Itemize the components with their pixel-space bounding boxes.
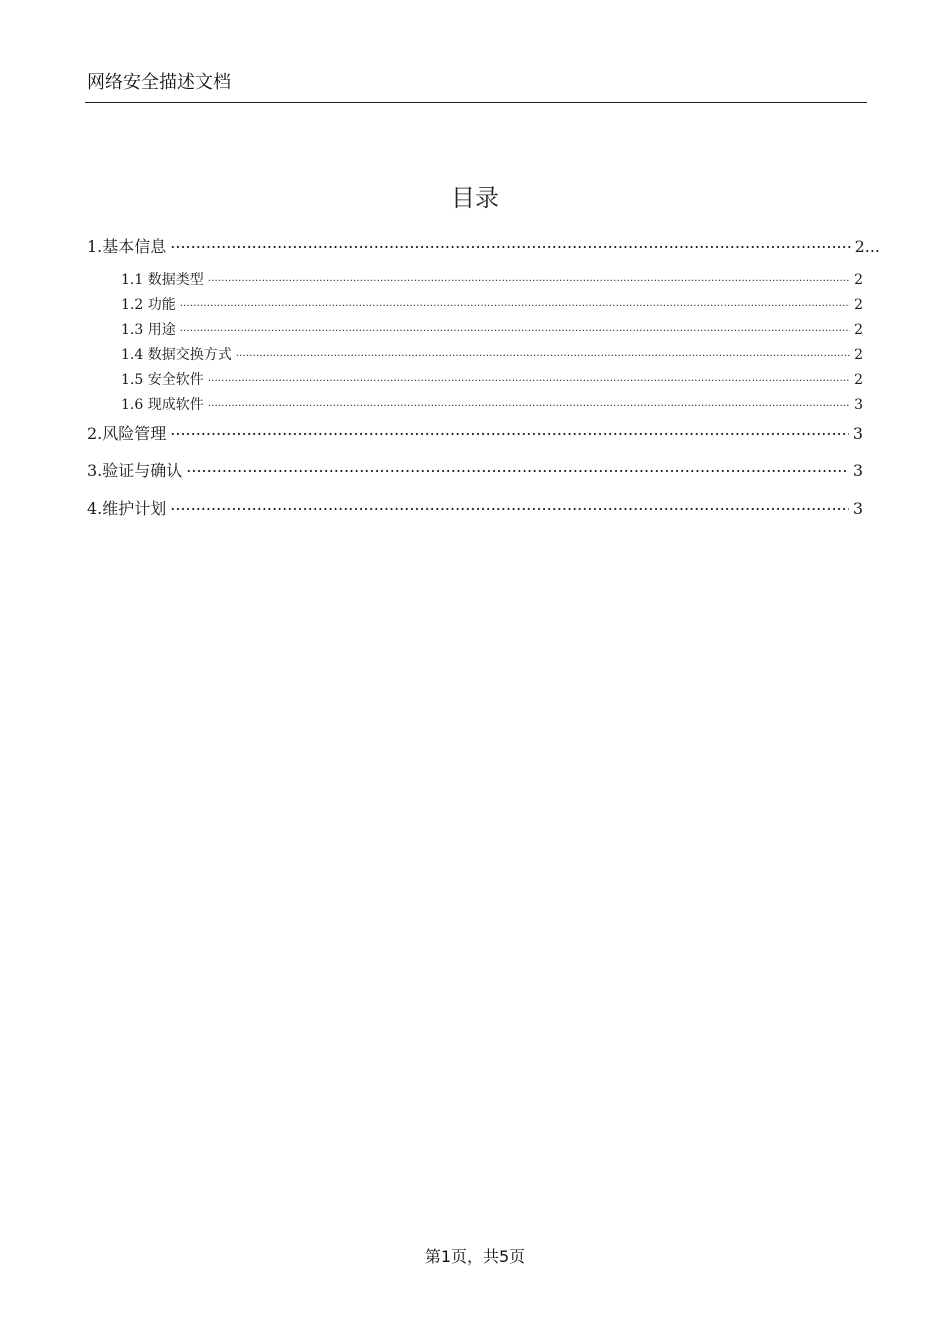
toc-entry-label: 1.1 数据类型 bbox=[121, 272, 204, 288]
toc-entry-maintenance-plan[interactable] bbox=[87, 496, 863, 519]
toc-dot-leader bbox=[186, 460, 849, 476]
table-of-contents bbox=[0, 0, 950, 600]
toc-entry-security-software[interactable] bbox=[121, 369, 863, 389]
document-title: 网络安全描述文档 bbox=[87, 72, 231, 93]
toc-dot-leader bbox=[180, 320, 850, 334]
toc-entry-basic-info[interactable] bbox=[87, 234, 880, 257]
toc-entry-label: 1.基本信息 bbox=[87, 237, 167, 256]
page-indicator: 第1页，共5页 bbox=[424, 1247, 526, 1266]
toc-entry-label: 2.风险管理 bbox=[87, 424, 167, 443]
toc-entry-label: 3.验证与确认 bbox=[87, 461, 183, 480]
toc-title: 目录 bbox=[451, 184, 499, 212]
toc-entry-page: 2 bbox=[854, 322, 863, 338]
toc-entry-page: 2 bbox=[854, 297, 863, 313]
toc-dot-leader bbox=[180, 295, 850, 309]
toc-dot-leader bbox=[170, 423, 849, 439]
toc-entry-label: 1.2 功能 bbox=[121, 297, 176, 313]
toc-entry-label: 1.3 用途 bbox=[121, 322, 176, 338]
toc-entry-ots-software[interactable] bbox=[121, 394, 863, 414]
toc-dot-leader bbox=[208, 395, 850, 409]
toc-dot-leader bbox=[236, 345, 850, 359]
toc-entry-data-types[interactable] bbox=[121, 269, 863, 289]
toc-entry-page: 3 bbox=[852, 499, 863, 518]
toc-entry-label: 4.维护计划 bbox=[87, 499, 167, 518]
toc-entry-page: 3 bbox=[852, 424, 863, 443]
toc-dot-leader bbox=[208, 370, 850, 384]
toc-entry-page: 2 bbox=[854, 272, 863, 288]
toc-entry-label: 1.5 安全软件 bbox=[121, 372, 204, 388]
toc-entry-label: 1.4 数据交换方式 bbox=[121, 347, 232, 363]
toc-entry-page: 2 bbox=[854, 372, 863, 388]
toc-entry-risk-management[interactable] bbox=[87, 421, 863, 444]
toc-dot-leader bbox=[170, 498, 849, 514]
toc-dot-leader bbox=[208, 270, 850, 284]
toc-entry-page: 3 bbox=[854, 397, 863, 413]
toc-entry-data-exchange[interactable] bbox=[121, 344, 863, 364]
toc-entry-label: 1.6 现成软件 bbox=[121, 397, 204, 413]
toc-dot-leader bbox=[170, 236, 850, 252]
toc-entry-page: 2 bbox=[854, 347, 863, 363]
toc-entry-verification[interactable] bbox=[87, 458, 863, 481]
toc-entry-usage[interactable] bbox=[121, 319, 863, 339]
toc-entry-functions[interactable] bbox=[121, 294, 863, 314]
toc-entry-page: 2... bbox=[854, 237, 880, 256]
toc-entry-page: 3 bbox=[852, 461, 863, 480]
